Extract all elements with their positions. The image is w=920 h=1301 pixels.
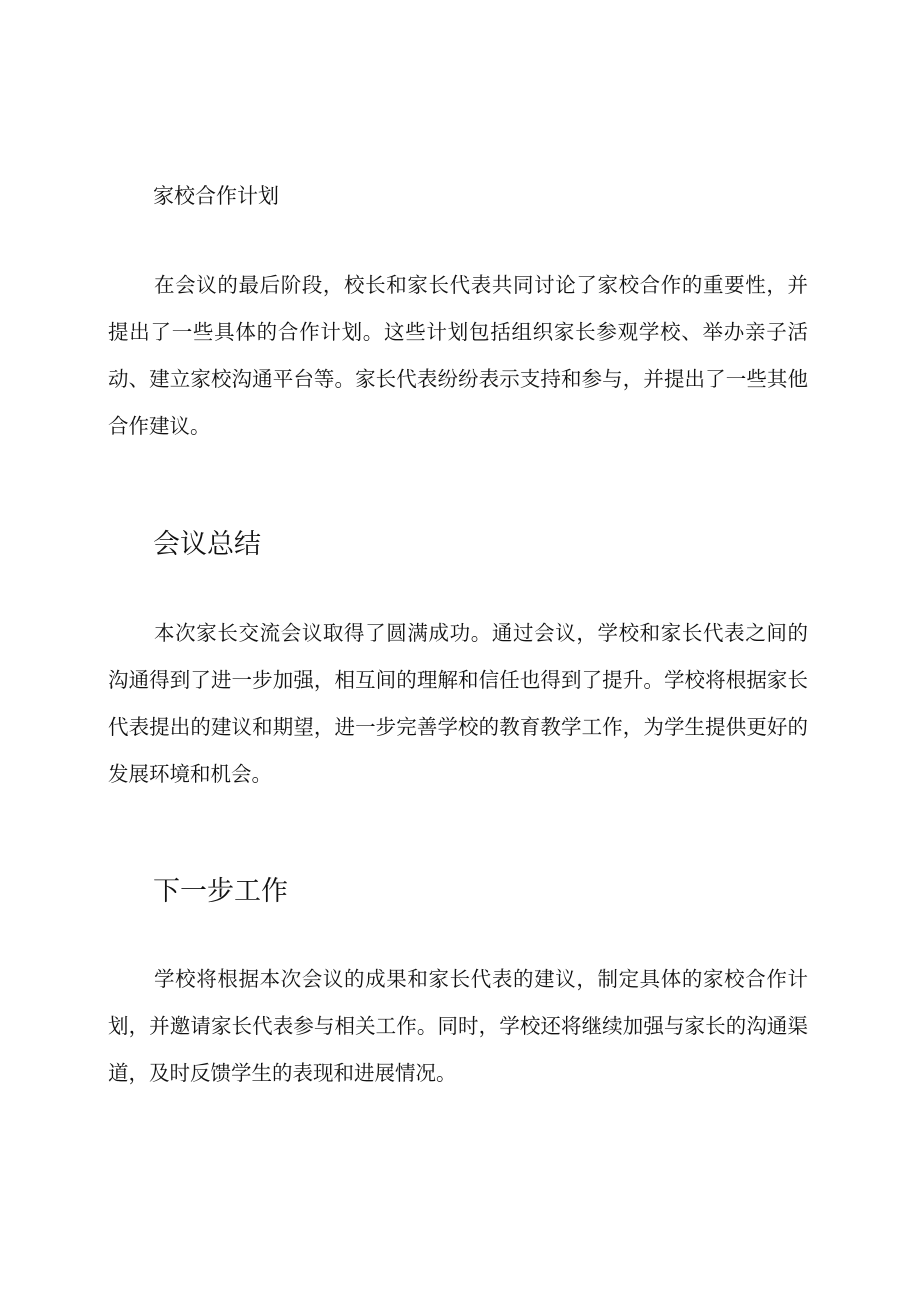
- section-heading-meeting-summary: 会议总结: [153, 529, 261, 560]
- section-heading-home-school-plan: 家校合作计划: [153, 184, 279, 208]
- section-heading-next-steps: 下一步工作: [153, 876, 288, 907]
- section-paragraph-next-steps: 学校将根据本次会议的成果和家长代表的建议，制定具体的家校合作计划，并邀请家长代表参与相关工作。同时，学校还将继续加强与家长的沟通渠道，及时反馈学生的表现和进展情况。: [108, 967, 808, 1085]
- section-paragraph-home-school-plan: 在会议的最后阶段，校长和家长代表共同讨论了家校合作的重要性，并提出了一些具体的合作计划。这些计划包括组织家长参观学校、举办亲子活动、建立家校沟通平台等。家长代表纷纷表示支持和参与，并提出了一些其他合作建议。: [108, 273, 808, 438]
- section-paragraph-meeting-summary: 本次家长交流会议取得了圆满成功。通过会议，学校和家长代表之间的沟通得到了进一步加强，相互间的理解和信任也得到了提升。学校将根据家长代表提出的建议和期望，进一步完善学校的教育教学工作，为学生提供更好的发展环境和机会。: [108, 621, 808, 786]
